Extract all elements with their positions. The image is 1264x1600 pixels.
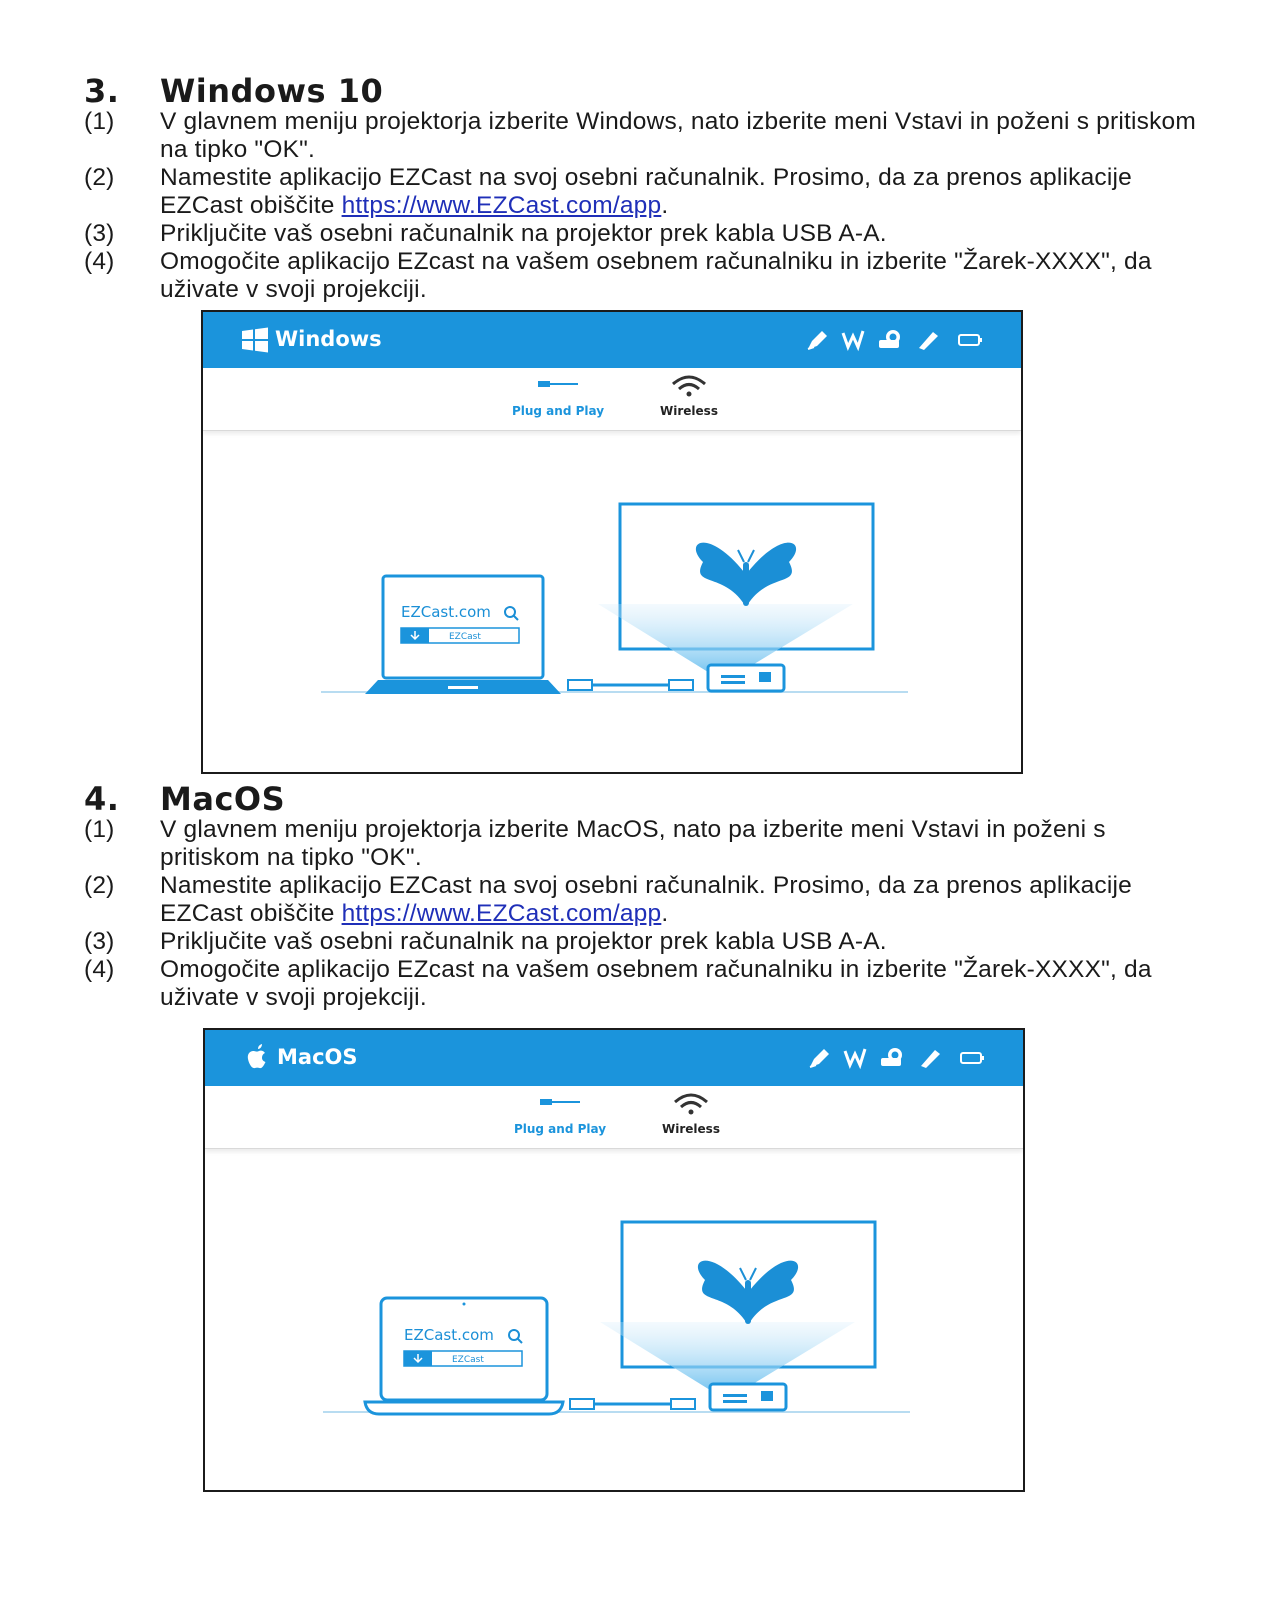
os-label: MacOS (277, 1045, 358, 1069)
top-bar (203, 312, 1021, 368)
laptop-site-label: EZCast.com (401, 603, 491, 621)
laptop-screen (383, 576, 543, 678)
usb-cable-icon (538, 1096, 582, 1108)
brush-icon[interactable] (917, 1046, 943, 1070)
step-text: Namestite aplikacijo EZCast na svoj osebni računalnik. Prosimo, da za prenos aplikacije EZCast obiščite (160, 164, 1132, 219)
step-number: (2) (84, 164, 115, 191)
step-text-end: . (661, 900, 669, 927)
dlna-icon[interactable] (879, 1046, 905, 1070)
step-number: (4) (84, 956, 115, 983)
section-windows (84, 74, 1204, 304)
step-text: Priključite vaš osebni računalnik na projektor prek kabla USB A-A. (160, 220, 887, 247)
usb-plug-left (570, 1399, 594, 1409)
windows-logo-icon (241, 327, 269, 353)
step-number: (1) (84, 816, 115, 843)
section-title: MacOS (160, 780, 286, 818)
macos-screenshot (203, 1028, 1025, 1492)
usb-plug-right (669, 680, 693, 690)
section-macos (84, 782, 1204, 1012)
laptop-button-label: EZCast (449, 632, 481, 642)
dlna-icon[interactable] (877, 328, 903, 352)
top-bar (205, 1030, 1023, 1086)
step-text: Namestite aplikacijo EZCast na svoj osebni računalnik. Prosimo, da za prenos aplikacije EZCast obiščite (160, 872, 1132, 927)
step-text: V glavnem meniju projektorja izberite MacOS, nato pa izberite meni Vstavi in poženi s pritiskom na tipko "OK". (160, 816, 1106, 871)
tab-label: Wireless (660, 404, 718, 418)
step-item (84, 220, 1204, 248)
pen-icon[interactable] (807, 1046, 833, 1070)
ezcast-download-link[interactable]: https://www.EZCast.com/app (341, 900, 662, 927)
step-text: V glavnem meniju projektorja izberite Windows, nato izberite meni Vstavi in poženi s pritiskom na tipko "OK". (160, 108, 1196, 163)
laptop-screen (381, 1298, 547, 1400)
step-list (84, 816, 1204, 1012)
tab-label: Plug and Play (511, 404, 605, 418)
step-number: (3) (84, 220, 115, 247)
tab-wireless[interactable] (639, 368, 739, 430)
tab-plug-and-play[interactable] (505, 1086, 615, 1148)
windows-screenshot (201, 310, 1023, 774)
w-icon[interactable] (841, 328, 867, 352)
laptop-site-label: EZCast.com (404, 1326, 494, 1344)
usb-cable-icon (536, 378, 580, 390)
step-number: (1) (84, 108, 115, 135)
section-number: 4. (84, 780, 120, 818)
usb-plug-right (671, 1399, 695, 1409)
projector-device (708, 665, 784, 691)
wifi-icon (669, 374, 709, 398)
battery-icon (959, 1046, 985, 1070)
battery-icon (957, 328, 983, 352)
section-number: 3. (84, 72, 120, 110)
plug-and-play-illustration (205, 1150, 1023, 1490)
tab-label: Wireless (662, 1122, 720, 1136)
step-item (84, 816, 1204, 872)
ezcast-download-link[interactable]: https://www.EZCast.com/app (341, 192, 662, 219)
pen-icon[interactable] (805, 328, 831, 352)
apple-logo-icon (243, 1043, 271, 1071)
laptop-base (365, 1402, 563, 1414)
step-number: (3) (84, 928, 115, 955)
projector-device (710, 1384, 786, 1410)
mode-tabs (205, 1086, 1023, 1149)
step-number: (2) (84, 872, 115, 899)
os-label: Windows (275, 327, 382, 351)
w-icon[interactable] (843, 1046, 869, 1070)
plug-and-play-illustration (203, 432, 1021, 772)
step-item (84, 956, 1204, 1012)
step-item (84, 248, 1204, 304)
brush-icon[interactable] (915, 328, 941, 352)
tab-label: Plug and Play (513, 1122, 607, 1136)
tab-wireless[interactable] (641, 1086, 741, 1148)
step-text-end: . (661, 192, 669, 219)
step-item (84, 928, 1204, 956)
section-heading (84, 782, 1204, 816)
step-number: (4) (84, 248, 115, 275)
step-item (84, 872, 1204, 928)
step-text: Priključite vaš osebni računalnik na projektor prek kabla USB A-A. (160, 928, 887, 955)
tab-plug-and-play[interactable] (503, 368, 613, 430)
usb-plug-left (568, 680, 592, 690)
step-item (84, 108, 1204, 164)
laptop-button-label: EZCast (452, 1355, 484, 1365)
step-text: Omogočite aplikacijo EZcast na vašem osebnem računalniku in izberite "Žarek-XXXX", da uživate v svoji projekciji. (160, 248, 1152, 303)
wifi-icon (671, 1092, 711, 1116)
step-item (84, 164, 1204, 220)
step-list (84, 108, 1204, 304)
step-text: Omogočite aplikacijo EZcast na vašem osebnem računalniku in izberite "Žarek-XXXX", da uživate v svoji projekciji. (160, 956, 1152, 1011)
mode-tabs (203, 368, 1021, 431)
section-title: Windows 10 (160, 72, 384, 110)
section-heading (84, 74, 1204, 108)
